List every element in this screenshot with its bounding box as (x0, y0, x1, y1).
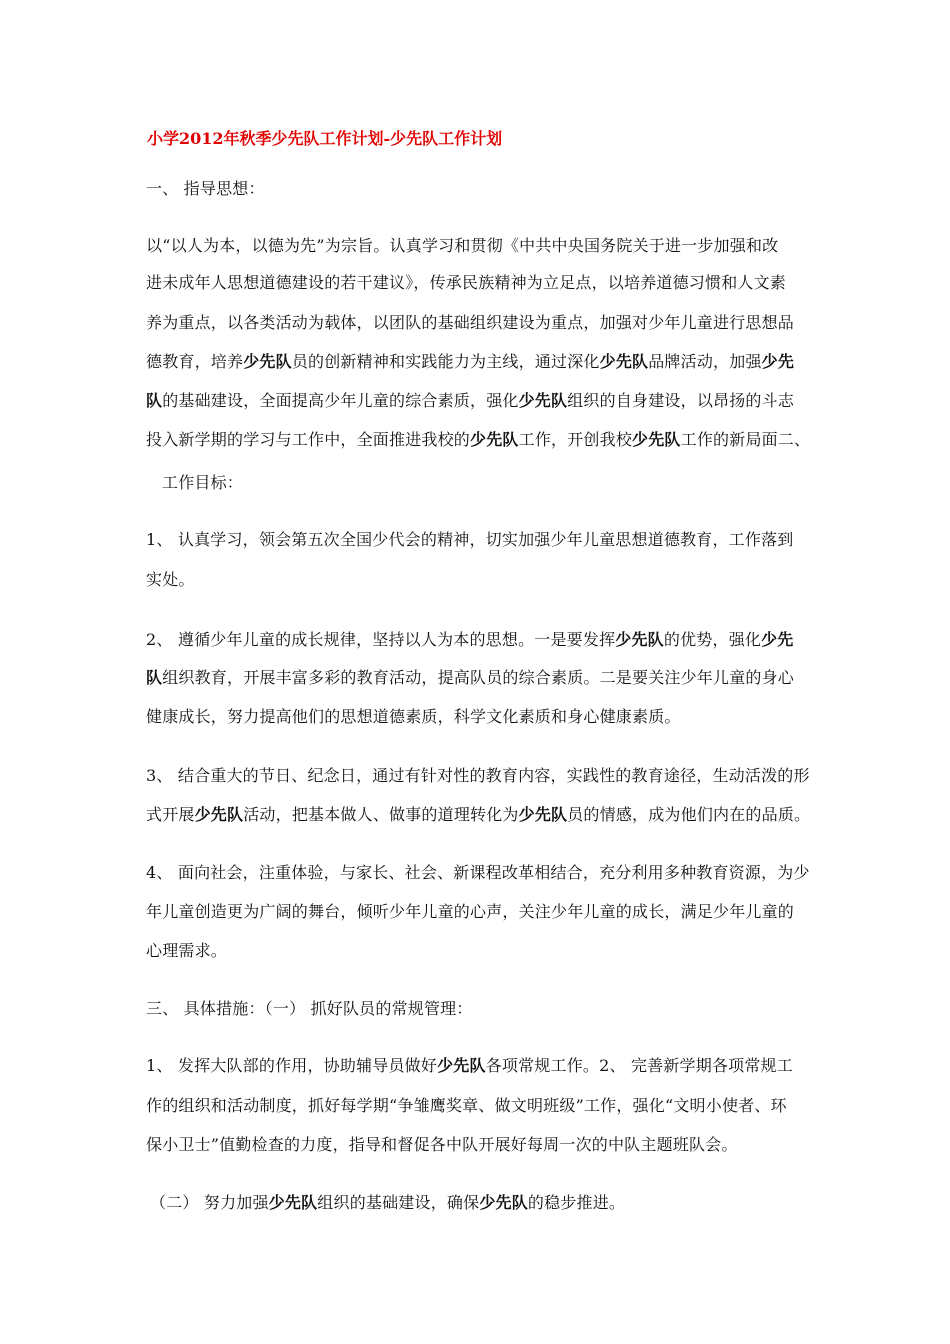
paragraph-line: 德教育，培养少先队员的创新精神和实践能力为主线，通过深化少先队品牌活动，加强少先 (146, 352, 795, 371)
paragraph-line: 队的基础建设，全面提高少年儿童的综合素质，强化少先队组织的自身建设，以昂扬的斗志 (146, 391, 795, 410)
keyword: 少先 (761, 630, 794, 649)
measure-item-1-cont: 作的组织和活动制度，抓好每学期“争雏鹰奖章、做文明班级”工作，强化“文明小使者、环 (146, 1096, 787, 1115)
keyword: 少先队 (615, 630, 664, 649)
goal-item-1: 1、 认真学习，领会第五次全国少代会的精神，切实加强少年儿童思想道德教育，工作落到 (146, 530, 794, 549)
goal-item-3-cont: 式开展少先队活动，把基本做人、做事的道理转化为少先队员的情感，成为他们内在的品质。 (146, 805, 811, 824)
goal-item-2: 2、 遵循少年儿童的成长规律，坚持以人为本的思想。一是要发挥少先队的优势，强化少先 (146, 630, 794, 649)
measure-item-1-cont: 保小卫士”值勤检查的力度，指导和督促各中队开展好每周一次的中队主题班队会。 (146, 1135, 738, 1154)
goal-item-4: 4、 面向社会，注重体验，与家长、社会、新课程改革相结合，充分利用多种教育资源，为少 (146, 863, 810, 882)
goal-item-4-cont: 心理需求。 (146, 941, 228, 960)
goal-item-3: 3、 结合重大的节日、纪念日，通过有针对性的教育内容，实践性的教育途径，生动活泼的形 (146, 766, 810, 785)
keyword: 少先队 (518, 391, 568, 410)
paragraph-line: 养为重点，以各类活动为载体，以团队的基础组织建设为重点，加强对少年儿童进行思想品 (146, 313, 795, 332)
keyword: 队 (146, 668, 163, 687)
document-title: 小学2012年秋季少先队工作计划-少先队工作计划 (147, 129, 503, 148)
goal-item-4-cont: 年儿童创造更为广阔的舞台，倾听少年儿童的心声，关注少年儿童的成长，满足少年儿童的 (146, 902, 795, 921)
keyword: 少先队 (437, 1056, 486, 1075)
keyword: 少先队 (194, 805, 244, 824)
paragraph-line: 投入新学期的学习与工作中，全面推进我校的少先队工作，开创我校少先队工作的新局面二、 (146, 430, 811, 449)
measure-item-1: 1、 发挥大队部的作用，协助辅导员做好少先队各项常规工作。2、 完善新学期各项常规工 (146, 1056, 793, 1075)
keyword: 少先队 (470, 430, 519, 449)
section-heading-3: 三、 具体措施：（一） 抓好队员的常规管理： (146, 999, 473, 1018)
keyword: 队 (146, 391, 163, 410)
goal-item-2-cont: 健康成长，努力提高他们的思想道德素质，科学文化素质和身心健康素质。 (146, 707, 681, 726)
keyword: 少先队 (599, 352, 649, 371)
goal-item-1-cont: 实处。 (146, 570, 195, 589)
paragraph-line: 以“以人为本，以德为先”为宗旨。认真学习和贯彻《中共中央国务院关于进一步加强和改 (146, 236, 779, 255)
measure-subheading-2: （二） 努力加强少先队组织的基础建设，确保少先队的稳步推进。 (150, 1193, 626, 1212)
keyword: 少先队 (632, 430, 681, 449)
section-heading-1: 一、 指导思想： (146, 179, 265, 198)
section-heading-2: 工作目标： (162, 473, 244, 492)
keyword: 少先队 (243, 352, 292, 371)
keyword: 少先队 (268, 1193, 318, 1212)
paragraph-line: 进未成年人思想道德建设的若干建议》，传承民族精神为立足点，以培养道德习惯和人文素 (146, 273, 787, 292)
keyword: 少先队 (479, 1193, 528, 1212)
keyword: 少先队 (518, 805, 568, 824)
goal-item-2-cont: 队组织教育，开展丰富多彩的教育活动，提高队员的综合素质。二是要关注少年儿童的身心 (146, 668, 795, 687)
keyword: 少先 (761, 352, 795, 371)
